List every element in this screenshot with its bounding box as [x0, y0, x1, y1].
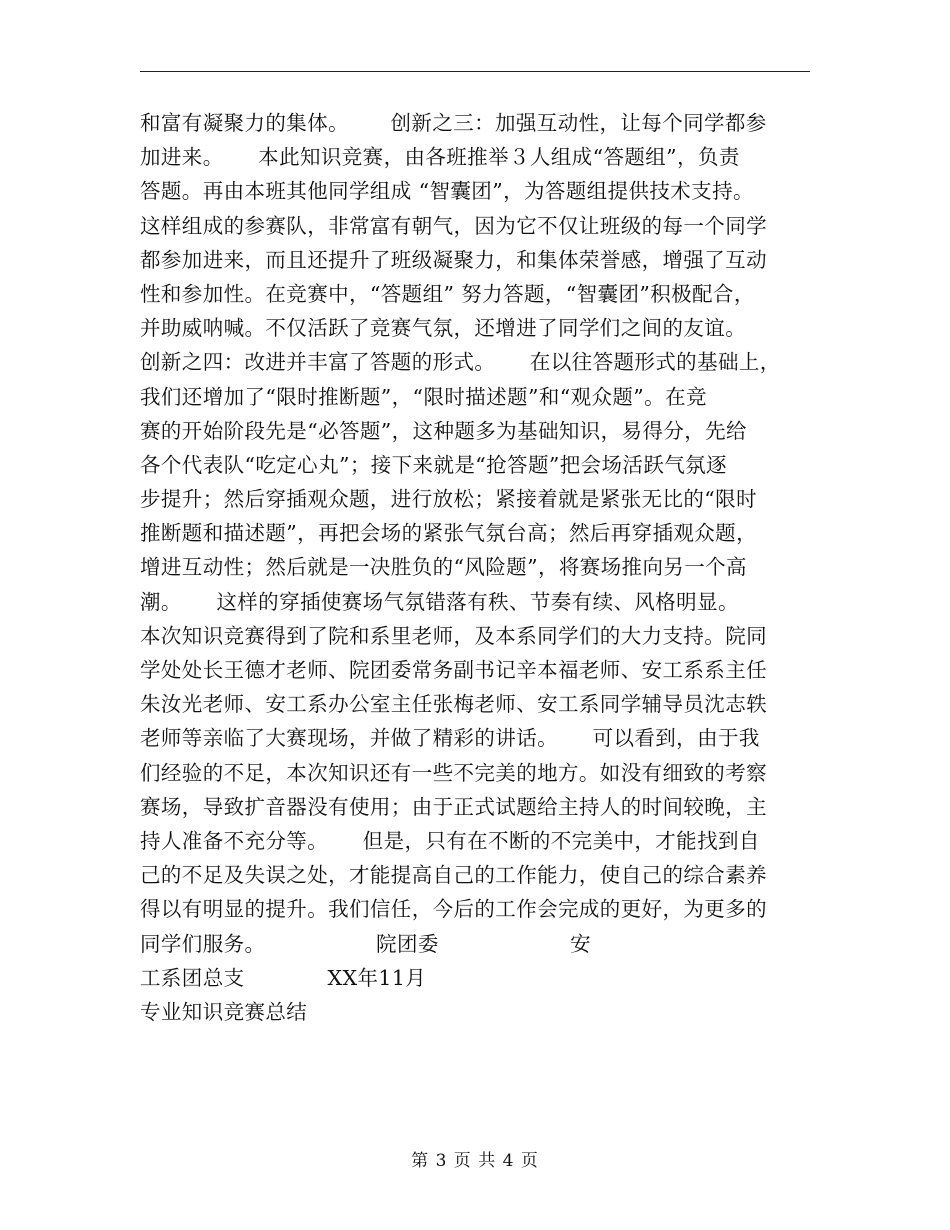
- text-line: 赛的开始阶段先是“必答题”，这种题多为基础知识，易得分，先给: [140, 418, 747, 443]
- text-line: 得以有明显的提升。我们信任，今后的工作会完成的更好，为更多的: [140, 897, 767, 922]
- text-line: 各个代表队“吃定心丸”；接下来就是“抢答题”把会场活跃气氛逐: [140, 452, 727, 477]
- text-line: 己的不足及失误之处，才能提高自己的工作能力，使自己的综合素养: [140, 863, 767, 888]
- text-line: 增进互动性；然后就是一决胜负的“风险题”，将赛场推向另一个高: [140, 555, 747, 580]
- text-line: 学处处长王德才老师、院团委常务副书记辛本福老师、安工系系主任: [140, 658, 767, 682]
- next-section-title: 专业知识竞赛总结: [140, 999, 308, 1024]
- header-rule: [140, 71, 810, 72]
- text-line: 创新之四：改进并丰富了答题的形式。 在以往答题形式的基础上，: [140, 350, 781, 375]
- text-line: 老师等亲临了大赛现场，并做了精彩的讲话。 可以看到，由于我: [140, 726, 760, 751]
- text-line: 我们还增加了“限时推断题”，“限时描述题”和“观众题”。在竞: [140, 384, 707, 409]
- text-line: 持人准备不充分等。 但是，只有在不断的不完美中，才能找到自: [140, 828, 760, 853]
- text-line: 推断题和描述题”，再把会场的紧张气氛台高；然后再穿插观众题，: [140, 521, 757, 546]
- text-line: 赛场，导致扩音器没有使用；由于正式试题给主持人的时间较晚，主: [140, 794, 767, 819]
- signature-line: 同学们服务。 院团委 安: [140, 931, 592, 956]
- text-line: 们经验的不足，本次知识还有一些不完美的地方。如没有细致的考察: [140, 760, 767, 785]
- page-number-footer: 第 3 页 共 4 页: [411, 1151, 539, 1171]
- text-line: 步提升；然后穿插观众题，进行放松；紧接着就是紧张无比的“限时: [140, 487, 757, 512]
- text-line: 本次知识竞赛得到了院和系里老师，及本系同学们的大力支持。院同: [140, 623, 767, 648]
- text-line: 朱汝光老师、安工系办公室主任张梅老师、安工系同学辅导员沈志轶: [140, 692, 767, 717]
- text-line: 和富有凝聚力的集体。 创新之三：加强互动性，让每个同学都参: [140, 111, 767, 135]
- text-line: 潮。 这样的穿插使赛场气氛错落有秩、节奏有续、风格明显。: [140, 589, 739, 614]
- text-line: 加进来。 本此知识竞赛，由各班推举３人组成“答题组”，负责: [140, 145, 740, 170]
- text-line: 这样组成的参赛队，非常富有朝气，因为它不仅让班级的每一个同学: [140, 213, 767, 238]
- text-line: 并助威呐喊。不仅活跃了竞赛气氛，还增进了同学们之间的友谊。: [140, 316, 747, 341]
- body-text: [140, 106, 815, 1029]
- date-line: 工系团总支 XX年11月: [140, 965, 427, 990]
- text-line: 都参加进来，而且还提升了班级凝聚力，和集体荣誉感，增强了互动: [140, 247, 767, 272]
- text-line: 性和参加性。在竞赛中，“答题组” 努力答题，“智囊团”积极配合，: [140, 281, 755, 306]
- text-line: 答题。再由本班其他同学组成 “智囊团”，为答题组提供技术支持。: [140, 179, 754, 204]
